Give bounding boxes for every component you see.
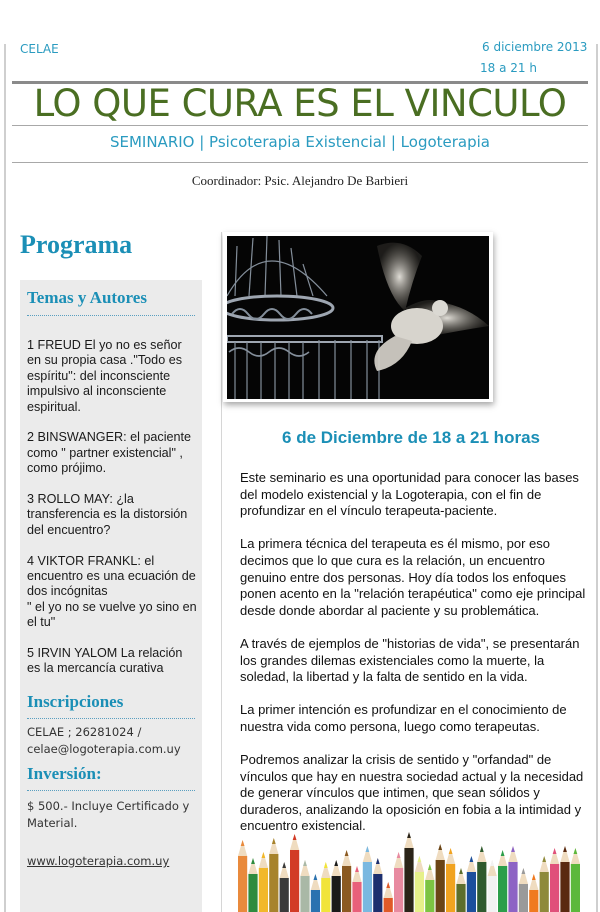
- pencil-lead: [501, 850, 505, 856]
- topic-item: 1 FREUD El yo no es señor en su propia casa ."Todo es espíritu": del inconsciente impulsivo al inconsciente espiritual.: [27, 338, 182, 414]
- pencil-lead: [532, 874, 536, 880]
- pencil-body: [488, 876, 497, 912]
- program-heading: Programa: [20, 230, 133, 259]
- column-divider: [221, 232, 222, 912]
- pencil-lead: [459, 868, 463, 874]
- pencil-lead: [407, 832, 411, 838]
- pencil-body: [560, 862, 569, 912]
- pencil-body: [446, 864, 455, 912]
- pencil-lead: [553, 848, 557, 854]
- pencil-lead: [272, 838, 276, 844]
- investment-text: $ 500.- Incluye Certificado y Material.: [27, 799, 190, 830]
- pencil-body: [425, 880, 434, 912]
- pencil-lead: [303, 860, 307, 866]
- pencil-body: [467, 872, 476, 912]
- pencil-lead: [251, 858, 255, 864]
- pencil-body: [415, 872, 424, 912]
- pencil-lead: [542, 856, 546, 862]
- topic-item: 2 BINSWANGER: el paciente como " partner existencial" , como prójimo.: [27, 430, 192, 476]
- description-paragraph: A través de ejemplos de "historias de vida", se presentarán los grandes dilemas existenciales como la muerte, la soledad, la libertad y la falta de sentido en la vida.: [240, 635, 580, 685]
- pencil-lead: [241, 840, 245, 846]
- topics-list: [27, 338, 199, 692]
- pencil-body: [248, 874, 257, 912]
- pencil-lead: [574, 848, 578, 854]
- description-paragraph: Podremos analizar la crisis de sentido y "orfandad" de vínculos que hay en nuestra sociedad actual y la necesidad de generar vínculos que intimen, que sean sólidos y duraderos, analizando la oposición en fobia a la intimidad y encuentro existencial.: [240, 752, 584, 834]
- pencil-body: [498, 866, 507, 912]
- pencil-lead: [334, 860, 338, 866]
- pencil-body: [259, 868, 268, 912]
- sidebar: [20, 280, 202, 912]
- pencil-lead: [293, 834, 297, 840]
- website-link[interactable]: www.logoterapia.com.uy: [27, 854, 170, 868]
- topics-heading: Temas y Autores: [27, 288, 147, 307]
- pencil-body: [352, 882, 361, 912]
- pencil-body: [280, 878, 289, 912]
- pencil-lead: [470, 856, 474, 862]
- description-paragraph: La primera técnica del terapeuta es él mismo, por eso decimos que lo que cura es la relación, un encuentro genuino entre dos personas. Hoy día todos los enfoques ponen acento en la "relación terapéutica" como eje principal desde donde abordar al paciente y su problemática.: [240, 536, 586, 618]
- pencil-lead: [522, 868, 526, 874]
- pencil-lead: [438, 844, 442, 850]
- pencil-lead: [324, 862, 328, 868]
- topic-item: 3 ROLLO MAY: ¿la transferencia es la distorsión del encuentro?: [27, 492, 188, 537]
- pencil-lead: [563, 846, 567, 852]
- topic-item: 5 IRVIN YALOM La relación es la mercancía curativa: [27, 646, 183, 676]
- pencil-body: [436, 860, 445, 912]
- pencil-lead: [282, 862, 286, 868]
- pencil-lead: [480, 846, 484, 852]
- pencil-body: [394, 868, 403, 912]
- pencil-lead: [376, 858, 380, 864]
- pencil-lead: [397, 852, 401, 858]
- pencil-body: [384, 898, 393, 912]
- colored-pencils-photo: [230, 820, 590, 912]
- registration-heading: Inscripciones: [27, 692, 124, 711]
- investment-heading: Inversión:: [27, 764, 102, 783]
- pencil-lead: [511, 846, 515, 852]
- pencil-body: [321, 878, 330, 912]
- pencil-body: [550, 864, 559, 912]
- pencil-body: [477, 862, 486, 912]
- org-label: CELAE: [20, 42, 59, 56]
- pencil-lead: [366, 846, 370, 852]
- description: [240, 470, 592, 852]
- pencil-body: [519, 884, 528, 912]
- pencil-body: [456, 884, 465, 912]
- dove-photo-frame: [223, 232, 493, 402]
- cage-dove-illustration: [227, 236, 489, 399]
- pencil-body: [238, 856, 247, 912]
- pencil-body: [290, 850, 299, 912]
- event-time-short: 18 a 21 h: [480, 61, 537, 75]
- divider-subtitle: [12, 162, 588, 163]
- dotted-divider: [27, 315, 195, 316]
- pencil-body: [529, 890, 538, 912]
- registration-text: CELAE ; 26281024 / celae@logoterapia.com.uy: [27, 725, 181, 756]
- dotted-divider: [27, 718, 195, 719]
- pencil-lead: [418, 856, 422, 862]
- caged-dove-photo: [227, 236, 489, 399]
- pencil-lead: [355, 866, 359, 872]
- dotted-divider: [27, 790, 195, 791]
- pencil-body: [311, 890, 320, 912]
- pencil-body: [571, 864, 580, 912]
- pencil-lead: [345, 850, 349, 856]
- pencil-body: [540, 872, 549, 912]
- pencil-lead: [262, 852, 266, 858]
- pencil-lead: [490, 860, 494, 866]
- pencil-lead: [386, 882, 390, 888]
- pencil-body: [300, 876, 309, 912]
- event-date-short: 6 diciembre 2013: [482, 40, 588, 54]
- pencil-lead: [314, 874, 318, 880]
- pencil-body: [373, 874, 382, 912]
- coordinator: Coordinador: Psic. Alejandro De Barbieri: [191, 173, 409, 188]
- pencil-body: [363, 862, 372, 912]
- subtitle: SEMINARIO | Psicoterapia Existencial | Logoterapia: [109, 133, 491, 151]
- pencil-body: [404, 848, 413, 912]
- event-date-heading: 6 de Diciembre de 18 a 21 horas: [282, 428, 540, 447]
- description-paragraph: La primer intención es profundizar en el conocimiento de nuestra vida como persona, luego como terapeutas.: [240, 702, 567, 734]
- dove: [374, 243, 489, 371]
- topic-item: 4 VIKTOR FRANKL: el encuentro es una ecuación de dos incógnitas " el yo no se vuelve yo sino en el tu": [27, 553, 197, 630]
- divider-title: [12, 125, 588, 126]
- page-title: LO QUE CURA ES EL VINCULO: [33, 82, 567, 125]
- pencil-body: [332, 876, 341, 912]
- pencil-body: [508, 862, 517, 912]
- pencil-body: [342, 866, 351, 912]
- pencil-body: [269, 854, 278, 912]
- pencil-lead: [428, 864, 432, 870]
- pencil-lead: [449, 848, 453, 854]
- description-paragraph: Este seminario es una oportunidad para conocer las bases del modelo existencial y la Logoterapia, con el fin de profundizar en el vínculo terapeuta-paciente.: [240, 470, 579, 519]
